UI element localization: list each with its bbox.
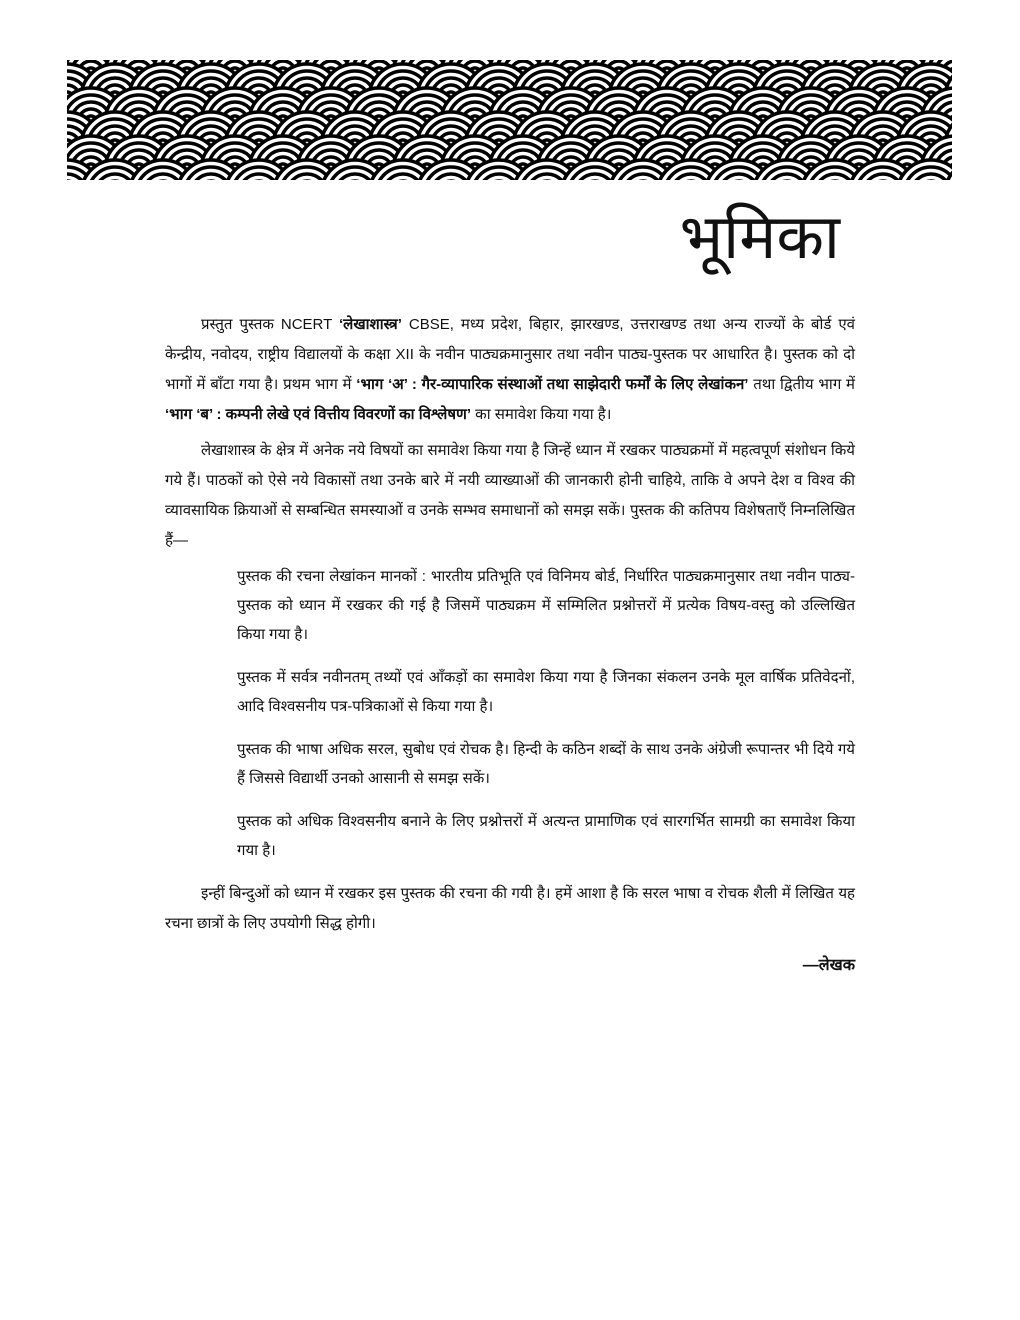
paragraph-closing: इन्हीं बिन्दुओं को ध्यान में रखकर इस पुस्तक की रचना की गयी है। हमें आशा है कि सरल भाषा व रोचक शैली में लिखित यह रचना छात्रों के लिए उपयोगी सिद्ध होगी। xyxy=(165,885,855,932)
feature-item: पुस्तक में सर्वत्र नवीनतम् तथ्यों एवं आँकड़ों का समावेश किया गया है जिनका संकलन उनके मूल वार्षिक प्रतिवेदनों, आदि विश्वसनीय पत्र-पत्रिकाओं से किया गया है। xyxy=(237,669,855,715)
bold-phrase: ‘लेखाशास्त्र’ xyxy=(339,316,402,333)
bold-phrase: ‘भाग ‘ब’ : कम्पनी लेखे एवं वित्तीय विवरणों का विश्लेषण’ xyxy=(165,406,471,423)
text-segment: तथा द्वितीय भाग में xyxy=(748,376,855,393)
paragraph-features-intro xyxy=(165,436,855,556)
text-segment: का समावेश किया गया है। xyxy=(471,406,612,423)
feature-item: पुस्तक को अधिक विश्वसनीय बनाने के लिए प्रश्नोत्तरों में अत्यन्त प्रामाणिक एवं सारगर्भित सामग्री का समावेश किया गया है। xyxy=(237,813,855,859)
text-segment: लेखाशास्त्र के क्षेत्र में अनेक नये विषयों का समावेश किया गया है जिन्हें ध्यान में रखकर पाठ्यक्रमों में महत्वपूर्ण संशोधन किये गये हैं। पाठकों को ऐसे नये विकासों तथा उनके बारे में नयी व्याख्याओं की जानकारी होनी चाहिये, ताकि वे अपने देश व विश्व की व्यावसायिक क्रियाओं से सम्बन्धित समस्याओं व उनके सम्भव समाधानों को समझ सकें। पुस्तक की कतिपय विशेषताएँ निम्नलिखित हैं— xyxy=(165,442,855,549)
page-title: भूमिका xyxy=(679,203,840,272)
text-segment: प्रस्तुत पुस्तक NCERT xyxy=(201,316,339,333)
decorative-circle-pattern-banner xyxy=(67,60,952,180)
text-segment: CBSE, मध्य प्रदेश, बिहार, झारखण्ड, उत्तराखण्ड तथा अन्य राज्यों के बोर्ड एवं केन्द्रीय, नवोदय, राष्ट्रीय विद्यालयों के कक्षा XII के नवीन पाठ्यक्रमानुसार तथा नवीन पाठ्य-पुस्तक पर आधारित है। पुस्तक को दो भागों में बाँटा गया है। प्रथम भाग में xyxy=(165,316,855,393)
preface-body xyxy=(165,310,855,981)
author-signature: —लेखक xyxy=(802,957,855,974)
paragraph-intro xyxy=(165,310,855,430)
feature-item: पुस्तक की भाषा अधिक सरल, सुबोध एवं रोचक है। हिन्दी के कठिन शब्दों के साथ उनके अंग्रेजी रूपान्तर भी दिये गये हैं जिससे विद्यार्थी उनको आसानी से समझ सकें। xyxy=(237,741,855,787)
bold-phrase: ‘भाग ‘अ’ : गैर-व्यापारिक संस्थाओं तथा साझेदारी फर्मों के लिए लेखांकन’ xyxy=(356,376,749,393)
feature-item: पुस्तक की रचना लेखांकन मानकों : भारतीय प्रतिभूति एवं विनिमय बोर्ड, निर्धारित पाठ्यक्रमानुसार तथा नवीन पाठ्य-पुस्तक को ध्यान में रखकर की गई है जिसमें पाठ्यक्रम में सम्मिलित प्रश्नोत्तरों में प्रत्येक विषय-वस्तु को उल्लिखित किया गया है। xyxy=(237,568,855,643)
